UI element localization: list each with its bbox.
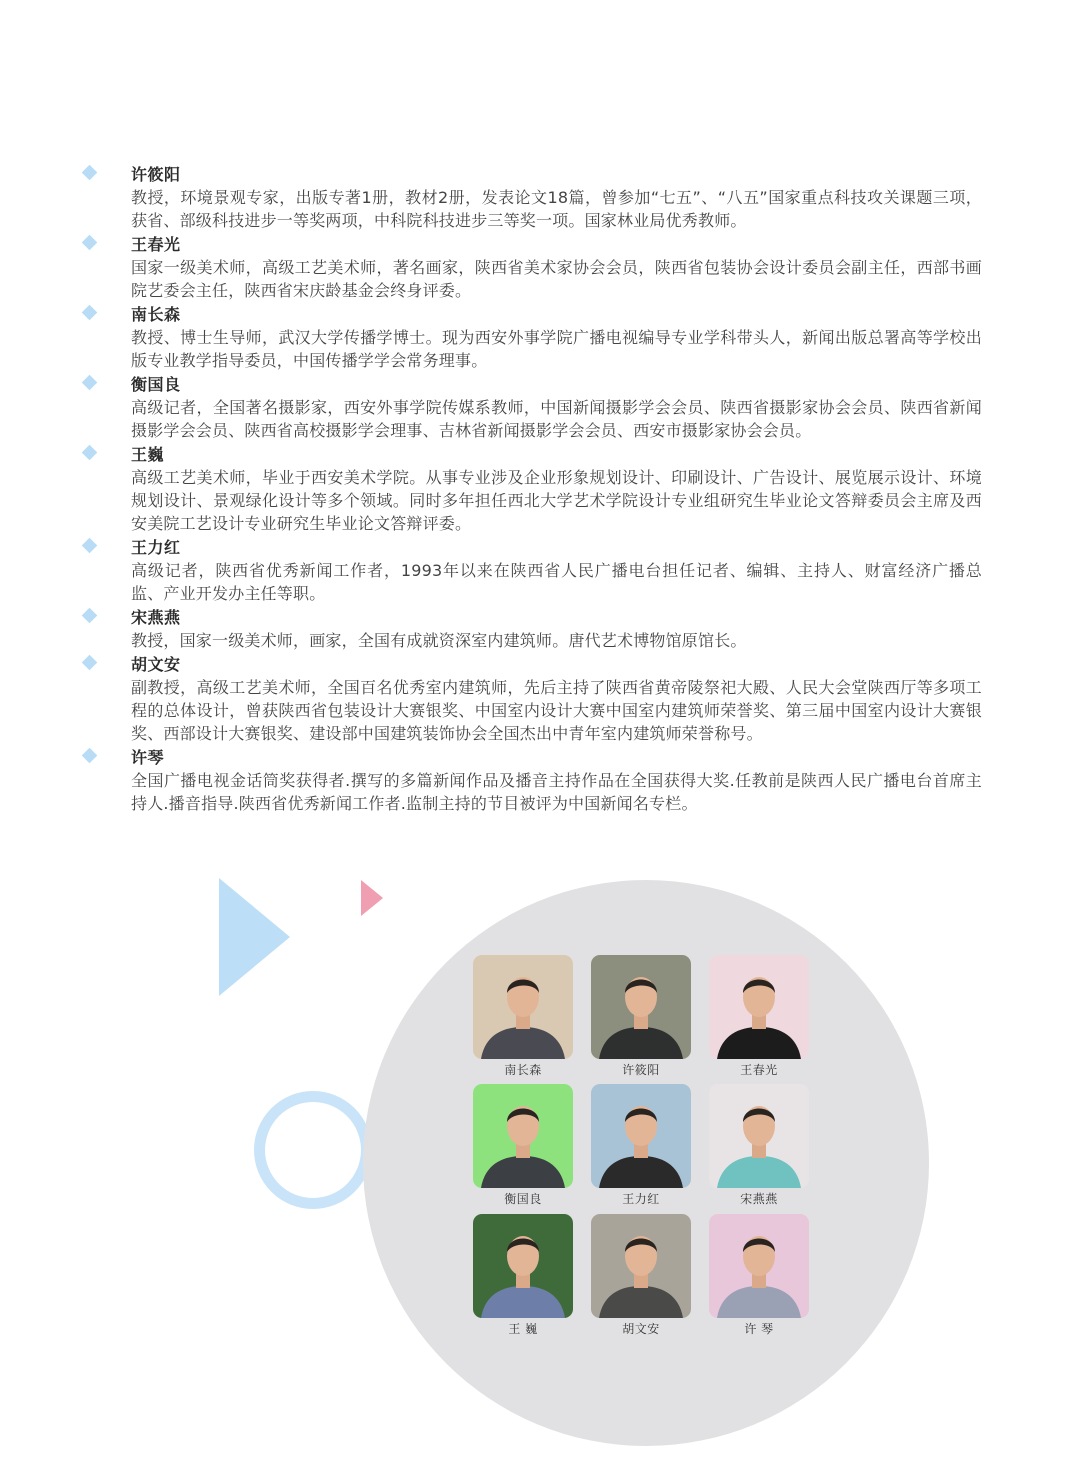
- portrait-caption: 许 琴: [744, 1322, 774, 1336]
- triangle-blue-icon: [219, 878, 290, 996]
- profile-list: [82, 163, 982, 816]
- portrait-card: [473, 1214, 573, 1336]
- portrait-photo: [473, 955, 573, 1059]
- profile-description: 高级记者，陕西省优秀新闻工作者，1993年以来在陕西省人民广播电台担任记者、编辑、主持人、财富经济广播总监、产业开发办主任等职。: [131, 561, 982, 603]
- profile-name: 南长森: [131, 305, 181, 324]
- person-portrait-icon: [591, 955, 691, 1059]
- portrait-card: [709, 955, 809, 1077]
- portrait-photo: [709, 1084, 809, 1188]
- person-portrait-icon: [591, 1214, 691, 1318]
- diamond-bullet-icon: [82, 538, 98, 554]
- profile-entry: [82, 303, 982, 372]
- portrait-card: [473, 955, 573, 1077]
- profile-description: 国家一级美术师，高级工艺美术师，著名画家，陕西省美术家协会会员，陕西省包装协会设计委员会副主任，西部书画院艺委会主任，陕西省宋庆龄基金会终身评委。: [131, 258, 982, 300]
- profile-entry: [82, 163, 982, 232]
- portrait-photo: [473, 1084, 573, 1188]
- portrait-photo: [591, 955, 691, 1059]
- portrait-card: [591, 1214, 691, 1336]
- portrait-caption: 宋燕燕: [740, 1192, 778, 1206]
- diamond-bullet-icon: [82, 305, 98, 321]
- profile-entry: [82, 746, 982, 815]
- portrait-card: [591, 955, 691, 1077]
- profile-name: 胡文安: [131, 655, 181, 674]
- portrait-caption: 衡国良: [504, 1192, 542, 1206]
- profile-name: 王巍: [131, 445, 165, 464]
- diamond-bullet-icon: [82, 655, 98, 671]
- person-portrait-icon: [709, 1214, 809, 1318]
- profile-description: 教授、博士生导师，武汉大学传播学博士。现为西安外事学院广播电视编导专业学科带头人，新闻出版总署高等学校出版专业教学指导委员，中国传播学学会常务理事。: [131, 328, 982, 370]
- profile-entry: [82, 653, 982, 745]
- portrait-card: [709, 1084, 809, 1206]
- profile-name: 宋燕燕: [131, 608, 181, 627]
- profile-entry: [82, 373, 982, 442]
- profile-name: 许筱阳: [131, 165, 181, 184]
- profile-name: 王春光: [131, 235, 181, 254]
- portrait-caption: 王力红: [622, 1192, 660, 1206]
- person-portrait-icon: [709, 955, 809, 1059]
- portrait-card: [709, 1214, 809, 1336]
- profile-description: 副教授，高级工艺美术师，全国百名优秀室内建筑师，先后主持了陕西省黄帝陵祭祀大殿、人民大会堂陕西厅等多项工程的总体设计，曾获陕西省包装设计大赛银奖、中国室内设计大赛中国室内建筑师荣誉奖、第三届中国室内设计大赛银奖、西部设计大赛银奖、建设部中国建筑装饰协会全国杰出中青年室内建筑师荣誉称号。: [131, 678, 982, 743]
- person-portrait-icon: [473, 1214, 573, 1318]
- ring-decoration: [254, 1091, 372, 1209]
- diamond-bullet-icon: [82, 608, 98, 624]
- portrait-card: [473, 1084, 573, 1206]
- profile-entry: [82, 606, 982, 652]
- person-portrait-icon: [709, 1084, 809, 1188]
- portrait-photo: [709, 955, 809, 1059]
- profile-name: 衡国良: [131, 375, 181, 394]
- profile-entry: [82, 443, 982, 535]
- portrait-caption: 胡文安: [622, 1322, 660, 1336]
- triangle-pink-icon: [361, 880, 383, 916]
- portrait-photo: [709, 1214, 809, 1318]
- portrait-card: [591, 1084, 691, 1206]
- person-portrait-icon: [591, 1084, 691, 1188]
- portrait-photo: [473, 1214, 573, 1318]
- profile-name: 许琴: [131, 748, 165, 767]
- person-portrait-icon: [473, 1084, 573, 1188]
- diamond-bullet-icon: [82, 748, 98, 764]
- portrait-photo: [591, 1214, 691, 1318]
- diamond-bullet-icon: [82, 445, 98, 461]
- person-portrait-icon: [473, 955, 573, 1059]
- diamond-bullet-icon: [82, 235, 98, 251]
- profile-name: 王力红: [131, 538, 181, 557]
- profile-description: 全国广播电视金话筒奖获得者.撰写的多篇新闻作品及播音主持作品在全国获得大奖.任教前是陕西人民广播电台首席主持人.播音指导.陕西省优秀新闻工作者.监制主持的节目被评为中国新闻名专栏。: [131, 771, 982, 813]
- portrait-photo: [591, 1084, 691, 1188]
- profile-entry: [82, 233, 982, 302]
- portrait-caption: 许筱阳: [622, 1063, 660, 1077]
- profile-description: 高级记者，全国著名摄影家，西安外事学院传媒系教师，中国新闻摄影学会会员、陕西省摄影家协会会员、陕西省新闻摄影学会会员、陕西省高校摄影学会理事、吉林省新闻摄影学会会员、西安市摄影家协会会员。: [131, 398, 982, 440]
- profile-description: 教授，国家一级美术师，画家，全国有成就资深室内建筑师。唐代艺术博物馆原馆长。: [131, 631, 747, 650]
- diamond-bullet-icon: [82, 375, 98, 391]
- profile-description: 教授，环境景观专家，出版专著1册，教材2册，发表论文18篇，曾参加“七五”、“八五”国家重点科技攻关课题三项，获省、部级科技进步一等奖两项，中科院科技进步三等奖一项。国家林业局优秀教师。: [131, 188, 982, 230]
- portrait-caption: 王春光: [740, 1063, 778, 1077]
- profile-description: 高级工艺美术师，毕业于西安美术学院。从事专业涉及企业形象规划设计、印刷设计、广告设计、展览展示设计、环境规划设计、景观绿化设计等多个领域。同时多年担任西北大学艺术学院设计专业组研究生毕业论文答辩委员会主席及西安美院工艺设计专业研究生毕业论文答辩评委。: [131, 468, 982, 533]
- profile-entry: [82, 536, 982, 605]
- diamond-bullet-icon: [82, 165, 98, 181]
- portrait-caption: 王 巍: [508, 1322, 538, 1336]
- portrait-caption: 南长森: [504, 1063, 542, 1077]
